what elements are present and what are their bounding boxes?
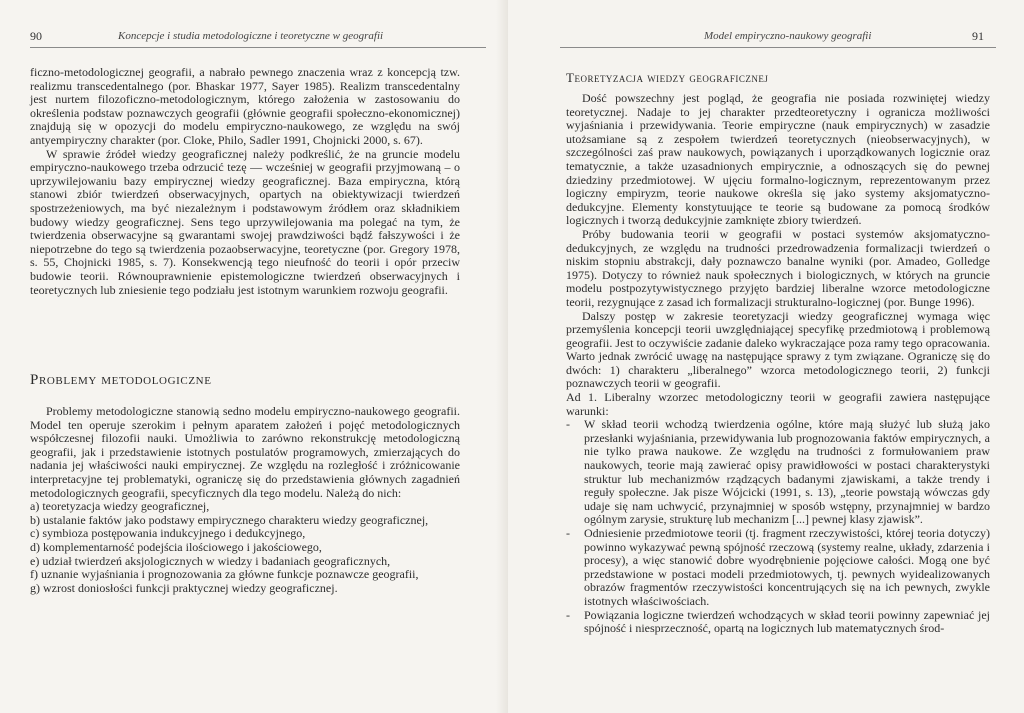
right-paragraph-3: Dalszy postęp w zakresie teoretyzacji wiedzy geograficznej wymaga więc przemyślenia koncepcji teorii uwzględniającej specyfikę przedmiotową i problemową geografii. Jest to oczywiście zadanie daleko wykraczające poza ramy tego opracowania. Warto jednak zwrócić uwagę na następujące sprawy z tym związane. Ograniczę się do dwóch: 1) charakteru „liberalnego” wzorca metodologicznego teorii, 2) funkcji poznawczych teorii w geografii.	[566, 308, 990, 391]
list-item	[30, 568, 460, 582]
right-paragraph-1: Dość powszechny jest pogląd, że geografia nie posiada rozwiniętej wiedzy teoretycznej. Nadaje to jej charakter przedteoretyczny i ogranicza możliwości wyjaśniania i przewidywania. Teorie empiryczne (nauk empirycznych) w zasadzie utożsamiane są z zespołem twierdzeń teoretycznych (nieobserwacyjnych), w szczególności zaś praw naukowych, powiązanych i uporządkowanych logicznie oraz tematycznie, a także uzasadnionych empirycznie, a odnoszących się do pewnej dziedziny przedmiotowej. W ujęciu formalno-logicznym, reprezentowanym przez logiczny empiryzm, teorie naukowe określa się jako systemy aksjomatyczno-dedukcyjne. Elementy konstytuujące te teorie są budowane za pomocą środków logicznych i tworzą dedukcyjnie zamknięte zbiory twierdzeń.	[566, 91, 990, 228]
list-marker: f)	[30, 567, 38, 582]
list-item	[30, 527, 460, 541]
list-item	[30, 514, 460, 528]
conditions-list	[566, 418, 990, 636]
list-marker: b)	[30, 512, 40, 527]
list-item	[30, 541, 460, 555]
right-paragraph-2: Próby budowania teorii w geografii w postaci systemów aksjomatyczno-dedukcyjnych, ze względu na trudności przedrowadzenia formalizacji twierdzeń o niskim stopniu abstrakcji, dały poznawczo banalne wyniki (por. Amadeo, Golledge 1975). Dotyczy to również nauk społecznych i biologicznych, w których na gruncie modelu postpozytywistycznego przyjęto bardziej liberalne wzorce metodologiczne teorii, rezygnujące z zasad ich formalizacji strukturalno-logicznej (por. Bunge 1996).	[566, 226, 990, 309]
dash-marker: -	[566, 417, 570, 432]
list-item-text: komplementarność podejścia ilościowego i jakościowego,	[43, 539, 322, 554]
list-item-text: W skład teorii wchodzą twierdzenia ogólne, które mają służyć lub służą jako przesłanki wyjaśniania, przewidywania lub prognozowania faktów empirycznych, a nie tylko prawa naukowe. Ze względu na trudności z formułowaniem praw naukowych, teorie mają zawierać opisy prawidłowości w postaci charakterystyki struktur lub mechanizmów rządzących badanymi zjawiskami, a także trendy i reguły społeczne. Jak pisze Wójcicki (1991, s. 13), „teorie powstają wówczas gdy udaje się nam uchwycić, przynajmniej w sposób wstępny, przynajmniej w bardzo ogólnym zarysie, strukturę lub mechanizm [...] pewnej klasy zjawisk”.	[584, 417, 990, 527]
list-marker: c)	[30, 526, 40, 541]
right-running-head: Model empiryczno-naukowy geografii	[704, 30, 872, 42]
left-paragraph-2: W sprawie źródeł wiedzy geograficznej należy podkreślić, że na gruncie modelu empiryczno-naukowego trzeba odrzucić tezę — wcześniej w geografii przyjmowaną – o uprzywilejowaniu bazy empirycznej wiedzy geograficznej. Baza empiryczna, którą stanowi zbiór twierdzeń obserwacyjnych, opartych na obiektywizacji twierdzeń spostrzeżeniowych, ma być niezależnym i podstawowym źródłem oraz składnikiem budowy wiedzy geograficznej. Sens tego uprzywilejowania ma polegać na tym, że twierdzenia obserwacyjne są gwarantami swojej prawdziwości bądź fałszywości i że niepotrzebne do tego są twierdzenia pozaobserwacyjne, teoretyczne (por. Gregory 1978, s. 55, Chojnicki 1985, s. 7). Konsekwencją tego nieufność do teorii i opór przeciw budowie teorii. Równouprawnienie epistemologiczne twierdzeń obserwacyjnych i teoretycznych lub zniesienie tego podziału jest istotnym warunkiem rozwoju geografii.	[30, 146, 460, 297]
right-section-heading: Teoretyzacja wiedzy geograficznej	[566, 70, 769, 85]
list-item	[30, 582, 460, 596]
list-item	[30, 555, 460, 569]
list-item	[566, 609, 990, 636]
list-marker: g)	[30, 580, 40, 595]
left-paragraph-1: ficzno-metodologicznej geografii, a nabrało pewnego znaczenia wraz z koncepcją tzw. realizmu transcedentalnego (por. Bhaskar 1977, Sayer 1985). Realizm transcedentalny jest nurtem filozoficzno-metodologicznym, którego założenia w zastosowaniu do określenia podstaw poznawczych geografii (głównie geografii społeczno-ekonomicznej) znajdują się w opozycji do modelu empiryczno-naukowego, ze względu na swój antyempiryczny charakter (por. Cloke, Philo, Sadler 1991, Chojnicki 2000, s. 67).	[30, 65, 460, 147]
list-item-text: Odniesienie przedmiotowe teorii (tj. fragment rzeczywistości, której teoria dotyczy) powinno wykazywać pewną spójność rzeczową (systemy realne, układy, zdarzenia i procesy), a więc stanowić dobre wyodrębnienie pojęciowe całości. Mogą one być przedstawione w postaci modeli przedmiotowych, tj. pewnych wyidealizowanych obrazów fragmentów rzeczywistości koncentrujących się na ich pewnych, zwykle istotnych właściwościach.	[584, 526, 990, 608]
left-header-rule	[30, 47, 486, 48]
list-item-text: Powiązania logiczne twierdzeń wchodzących w skład teorii powinny zapewniać jej spójność i niesprzeczność, opartą na logicznych lub matematycznych środ-	[584, 607, 990, 636]
list-item	[566, 527, 990, 609]
right-text	[566, 92, 990, 636]
left-text-bottom	[30, 405, 460, 595]
list-marker: d)	[30, 539, 40, 554]
right-page-number: 91	[972, 29, 984, 43]
left-text-top	[30, 66, 460, 297]
left-running-head: Koncepcje i studia metodologiczne i teoretyczne w geografii	[118, 30, 384, 42]
list-item-text: ustalanie faktów jako podstawy empirycznego charakteru wiedzy geograficznej,	[43, 512, 429, 527]
right-paragraph-4: Ad 1. Liberalny wzorzec metodologiczny teorii w geografii zawiera następujące warunki:	[566, 390, 990, 418]
left-page	[0, 0, 508, 713]
list-item-text: uznanie wyjaśniania i prognozowania za główne funkcje poznawcze geografii,	[41, 567, 419, 582]
list-item-text: wzrost doniosłości funkcji praktycznej wiedzy geograficznej.	[43, 580, 338, 595]
list-marker: e)	[30, 553, 40, 568]
left-paragraph-3: Problemy metodologiczne stanowią sedno modelu empiryczno-naukowego geografii. Model ten operuje szerokim i pełnym aparatem założeń i pojęć metodologicznych współczesnej filozofii nauki. Umożliwia to zarówno rekonstrukcję metodologiczną geografii, jak i przedstawienie istotnych postulatów programowych, zmierzających do nadania jej właściwości nauki empirycznej. Ze względu na rozległość i zróżnicowanie interpretacyjne tej problematyki, ograniczę się do przedstawienia głównych zagadnień metodologicznych geografii, specyficznych dla tego modelu. Należą do nich:	[30, 404, 460, 500]
right-page	[508, 0, 1024, 713]
left-page-number: 90	[30, 29, 42, 43]
list-item-text: symbioza postępowania indukcyjnego i dedukcyjnego,	[42, 526, 306, 541]
list-item	[566, 418, 990, 527]
list-item	[30, 500, 460, 514]
list-marker: a)	[30, 499, 40, 514]
dash-marker: -	[566, 526, 570, 540]
methodology-list	[30, 500, 460, 595]
dash-marker: -	[566, 607, 570, 622]
right-header-rule	[560, 47, 996, 48]
left-section-heading: Problemy metodologiczne	[30, 372, 212, 388]
list-item-text: udział twierdzeń aksjologicznych w wiedzy i badaniach geograficznych,	[42, 553, 391, 568]
list-item-text: teoretyzacja wiedzy geograficznej,	[42, 499, 210, 514]
